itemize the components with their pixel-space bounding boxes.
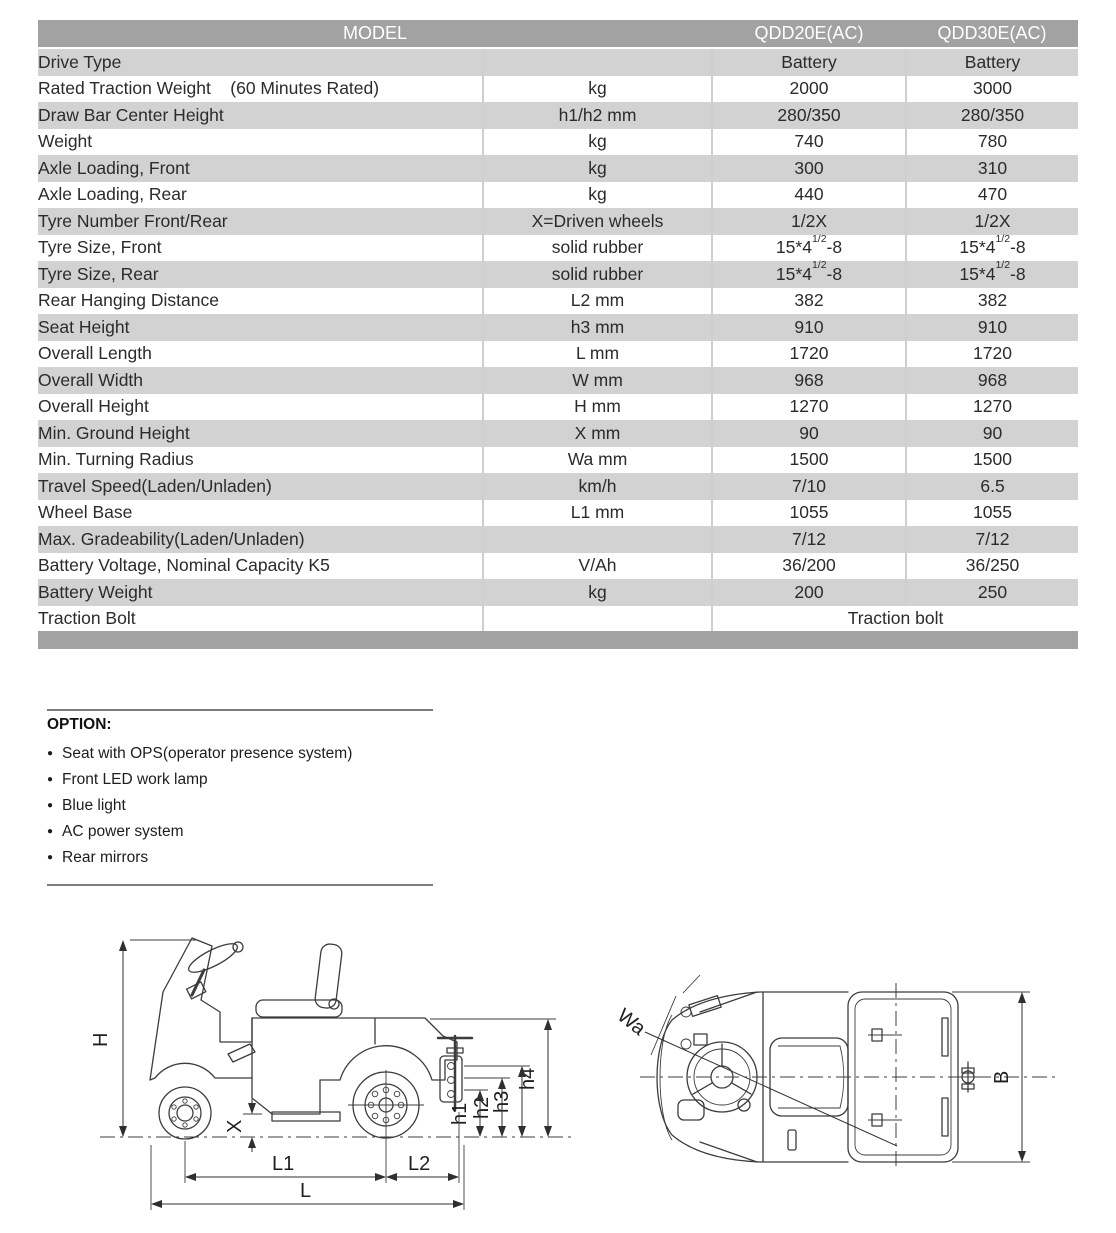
spec-label-cell: Overall Length <box>38 341 483 368</box>
spec-row <box>38 48 1078 76</box>
spec-value-cell: 1270 <box>712 394 906 421</box>
spec-row <box>38 155 1078 182</box>
spec-unit-cell: km/h <box>483 473 712 500</box>
spec-unit-cell: L2 mm <box>483 288 712 315</box>
side-view-drawing <box>85 925 585 1220</box>
spec-unit-cell: kg <box>483 182 712 209</box>
spec-value-cell: 90 <box>712 420 906 447</box>
tyre-size-pre: 15*4 <box>775 237 812 258</box>
spec-value-cell: 7/12 <box>906 526 1078 553</box>
spec-value-cell <box>712 232 906 262</box>
spec-unit-cell: X mm <box>483 420 712 447</box>
turning-radius-line <box>613 975 897 1146</box>
spec-value-cell: 1270 <box>906 394 1078 421</box>
options-divider-bottom <box>47 884 433 886</box>
spec-row <box>38 420 1078 447</box>
option-item-label: Rear mirrors <box>62 849 149 866</box>
model-header-cell: MODEL <box>38 20 712 48</box>
spec-unit-cell: V/Ah <box>483 553 712 580</box>
tyre-size-post: -8 <box>826 237 843 258</box>
tyre-size-pre: 15*4 <box>775 263 812 284</box>
spec-value-cell: 1720 <box>906 341 1078 368</box>
dim-label-h2: h2 <box>471 1096 493 1119</box>
tyre-size-post: -8 <box>826 263 843 284</box>
spec-unit-cell: kg <box>483 155 712 182</box>
spec-value-cell: Battery <box>906 48 1078 76</box>
spec-value-cell: 968 <box>712 367 906 394</box>
dim-label-L2: L2 <box>408 1153 431 1175</box>
spec-row <box>38 208 1078 235</box>
option-item <box>47 767 467 793</box>
spec-value-cell: 382 <box>906 288 1078 315</box>
spec-value-cell: 1500 <box>712 447 906 474</box>
driver-seat <box>256 943 343 1017</box>
spec-row <box>38 526 1078 553</box>
spec-value-cell: 740 <box>712 129 906 156</box>
spec-label-cell: Drive Type <box>38 48 483 76</box>
spec-value-cell: 250 <box>906 579 1078 606</box>
spec-value-cell: 7/12 <box>712 526 906 553</box>
spec-unit-cell: X=Driven wheels <box>483 208 712 235</box>
spec-value-cell: 310 <box>906 155 1078 182</box>
spec-row <box>38 261 1078 288</box>
tractor-body <box>150 938 457 1121</box>
spec-label-cell: Min. Turning Radius <box>38 447 483 474</box>
spec-value-cell: 470 <box>906 182 1078 209</box>
spec-unit-cell: kg <box>483 579 712 606</box>
spec-label-cell: Tyre Size, Front <box>38 235 483 262</box>
option-item-label: Front LED work lamp <box>62 771 208 788</box>
spec-unit-cell: solid rubber <box>483 235 712 262</box>
spec-row <box>38 367 1078 394</box>
spec-row <box>38 129 1078 156</box>
tyre-size-sup: 1/2 <box>811 232 827 245</box>
spec-value-cell: 36/250 <box>906 553 1078 580</box>
spec-value-cell: 968 <box>906 367 1078 394</box>
spec-row <box>38 553 1078 580</box>
front-wheel <box>159 1087 211 1139</box>
bullet-icon: ● <box>47 748 54 759</box>
bullet-icon: ● <box>47 774 54 785</box>
spec-label-cell: Axle Loading, Front <box>38 155 483 182</box>
option-item <box>47 741 467 767</box>
spec-span-value-cell: Traction bolt <box>712 606 1078 633</box>
spec-unit-cell <box>483 526 712 553</box>
spec-label-cell: Axle Loading, Rear <box>38 182 483 209</box>
tyre-size-post: -8 <box>1010 237 1026 258</box>
tyre-size-sup: 1/2 <box>811 259 827 272</box>
spec-value-cell: 280/350 <box>906 102 1078 129</box>
spec-value-cell: 440 <box>712 182 906 209</box>
options-title: OPTION: <box>47 716 112 733</box>
spec-row <box>38 235 1078 262</box>
option-item <box>47 845 467 871</box>
spec-label-cell: Wheel Base <box>38 500 483 527</box>
dim-label-h1: h1 <box>449 1102 471 1125</box>
spec-value-cell: 1055 <box>712 500 906 527</box>
spec-unit-cell: kg <box>483 76 712 103</box>
spec-label-cell: Overall Height <box>38 394 483 421</box>
tyre-size-sup: 1/2 <box>995 232 1011 245</box>
spec-unit-cell: h1/h2 mm <box>483 102 712 129</box>
spec-row <box>38 606 1078 633</box>
option-item-label: AC power system <box>62 823 184 840</box>
side-dimensions <box>90 940 556 1210</box>
spec-value-cell: Battery <box>712 48 906 76</box>
spec-row <box>38 288 1078 315</box>
spec-label-cell: Tyre Number Front/Rear <box>38 208 483 235</box>
tyre-size-pre: 15*4 <box>959 263 996 284</box>
dim-label-h3: h3 <box>491 1090 513 1113</box>
spec-label-cell: Max. Gradeability(Laden/Unladen) <box>38 526 483 553</box>
option-item <box>47 819 467 845</box>
model-qdd20e-header-cell: QDD20E(AC) <box>712 20 906 48</box>
dim-label-h4: h4 <box>517 1067 539 1090</box>
spec-value-cell: 382 <box>712 288 906 315</box>
tyre-size-sup: 1/2 <box>995 259 1011 272</box>
spec-row <box>38 579 1078 606</box>
spec-value-cell: 6.5 <box>906 473 1078 500</box>
spec-unit-cell: Wa mm <box>483 447 712 474</box>
spec-unit-cell: L mm <box>483 341 712 368</box>
options-divider-top <box>47 709 433 711</box>
spec-unit-cell <box>483 606 712 633</box>
spec-value-cell: 910 <box>712 314 906 341</box>
dim-label-X: X <box>224 1119 246 1133</box>
spec-table-body <box>38 48 1078 632</box>
spec-label-cell: Battery Weight <box>38 579 483 606</box>
spec-unit-cell: solid rubber <box>483 261 712 288</box>
model-qdd30e-header-cell: QDD30E(AC) <box>906 20 1078 48</box>
spec-value-cell <box>906 232 1078 262</box>
spec-value-cell: 1055 <box>906 500 1078 527</box>
spec-value-cell: 300 <box>712 155 906 182</box>
option-item <box>47 793 467 819</box>
spec-value-cell: 780 <box>906 129 1078 156</box>
spec-value-cell: 1500 <box>906 447 1078 474</box>
option-item-label: Blue light <box>62 797 126 814</box>
bullet-icon: ● <box>47 826 54 837</box>
spec-unit-cell: W mm <box>483 367 712 394</box>
spec-value-cell: 3000 <box>906 76 1078 103</box>
spec-row <box>38 500 1078 527</box>
tow-hitch <box>438 1036 472 1110</box>
spec-label-cell: Draw Bar Center Height <box>38 102 483 129</box>
steering-wheel <box>185 939 243 999</box>
hitch-pin-top <box>955 1062 982 1092</box>
options-section <box>47 716 467 871</box>
spec-value-cell: 7/10 <box>712 473 906 500</box>
spec-value-cell: 1/2X <box>712 208 906 235</box>
spec-value-cell: 36/200 <box>712 553 906 580</box>
spec-unit-cell: kg <box>483 129 712 156</box>
top-view-drawing <box>610 960 1080 1175</box>
bullet-icon: ● <box>47 852 54 863</box>
spec-unit-cell: h3 mm <box>483 314 712 341</box>
spec-label-cell: Min. Ground Height <box>38 420 483 447</box>
options-list <box>47 741 467 871</box>
dim-label-B: B <box>991 1070 1013 1084</box>
dim-label-L: L <box>300 1180 312 1202</box>
spec-label-cell: Tyre Size, Rear <box>38 261 483 288</box>
spec-header-row <box>38 20 1078 48</box>
spec-value-cell: 90 <box>906 420 1078 447</box>
spec-row <box>38 473 1078 500</box>
spec-table <box>38 20 1078 632</box>
spec-unit-cell <box>483 48 712 76</box>
spec-row <box>38 447 1078 474</box>
spec-label-cell: Weight <box>38 129 483 156</box>
bullet-icon: ● <box>47 800 54 811</box>
option-item-label: Seat with OPS(operator presence system) <box>62 745 353 762</box>
spec-value-cell: 1/2X <box>906 208 1078 235</box>
spec-value-cell: 200 <box>712 579 906 606</box>
spec-label-cell: Battery Voltage, Nominal Capacity K5 <box>38 553 483 580</box>
spec-label-cell: Travel Speed(Laden/Unladen) <box>38 473 483 500</box>
spec-label-cell: Rated Traction Weight (60 Minutes Rated) <box>38 76 483 103</box>
spec-row <box>38 102 1078 129</box>
spec-value-cell: 2000 <box>712 76 906 103</box>
spec-row <box>38 182 1078 209</box>
spec-label-cell: Seat Height <box>38 314 483 341</box>
spec-unit-cell: L1 mm <box>483 500 712 527</box>
spec-value-cell: 1720 <box>712 341 906 368</box>
spec-value-cell <box>906 261 1078 288</box>
spec-value-cell: 280/350 <box>712 102 906 129</box>
dim-label-L1: L1 <box>272 1153 295 1175</box>
spec-value-cell <box>712 261 906 288</box>
spec-label-cell: Rear Hanging Distance <box>38 288 483 315</box>
table-footer-bar <box>38 631 1078 649</box>
spec-label-cell: Traction Bolt <box>38 606 483 633</box>
dim-label-Wa: Wa <box>612 1004 650 1040</box>
dim-label-H: H <box>90 1032 112 1047</box>
spec-value-cell: 910 <box>906 314 1078 341</box>
spec-row <box>38 341 1078 368</box>
tyre-size-pre: 15*4 <box>959 237 996 258</box>
tyre-size-post: -8 <box>1010 263 1026 284</box>
spec-row <box>38 314 1078 341</box>
rear-wheel <box>348 1070 424 1141</box>
spec-row <box>38 76 1078 103</box>
spec-row <box>38 394 1078 421</box>
spec-unit-cell: H mm <box>483 394 712 421</box>
spec-label-cell: Overall Width <box>38 367 483 394</box>
